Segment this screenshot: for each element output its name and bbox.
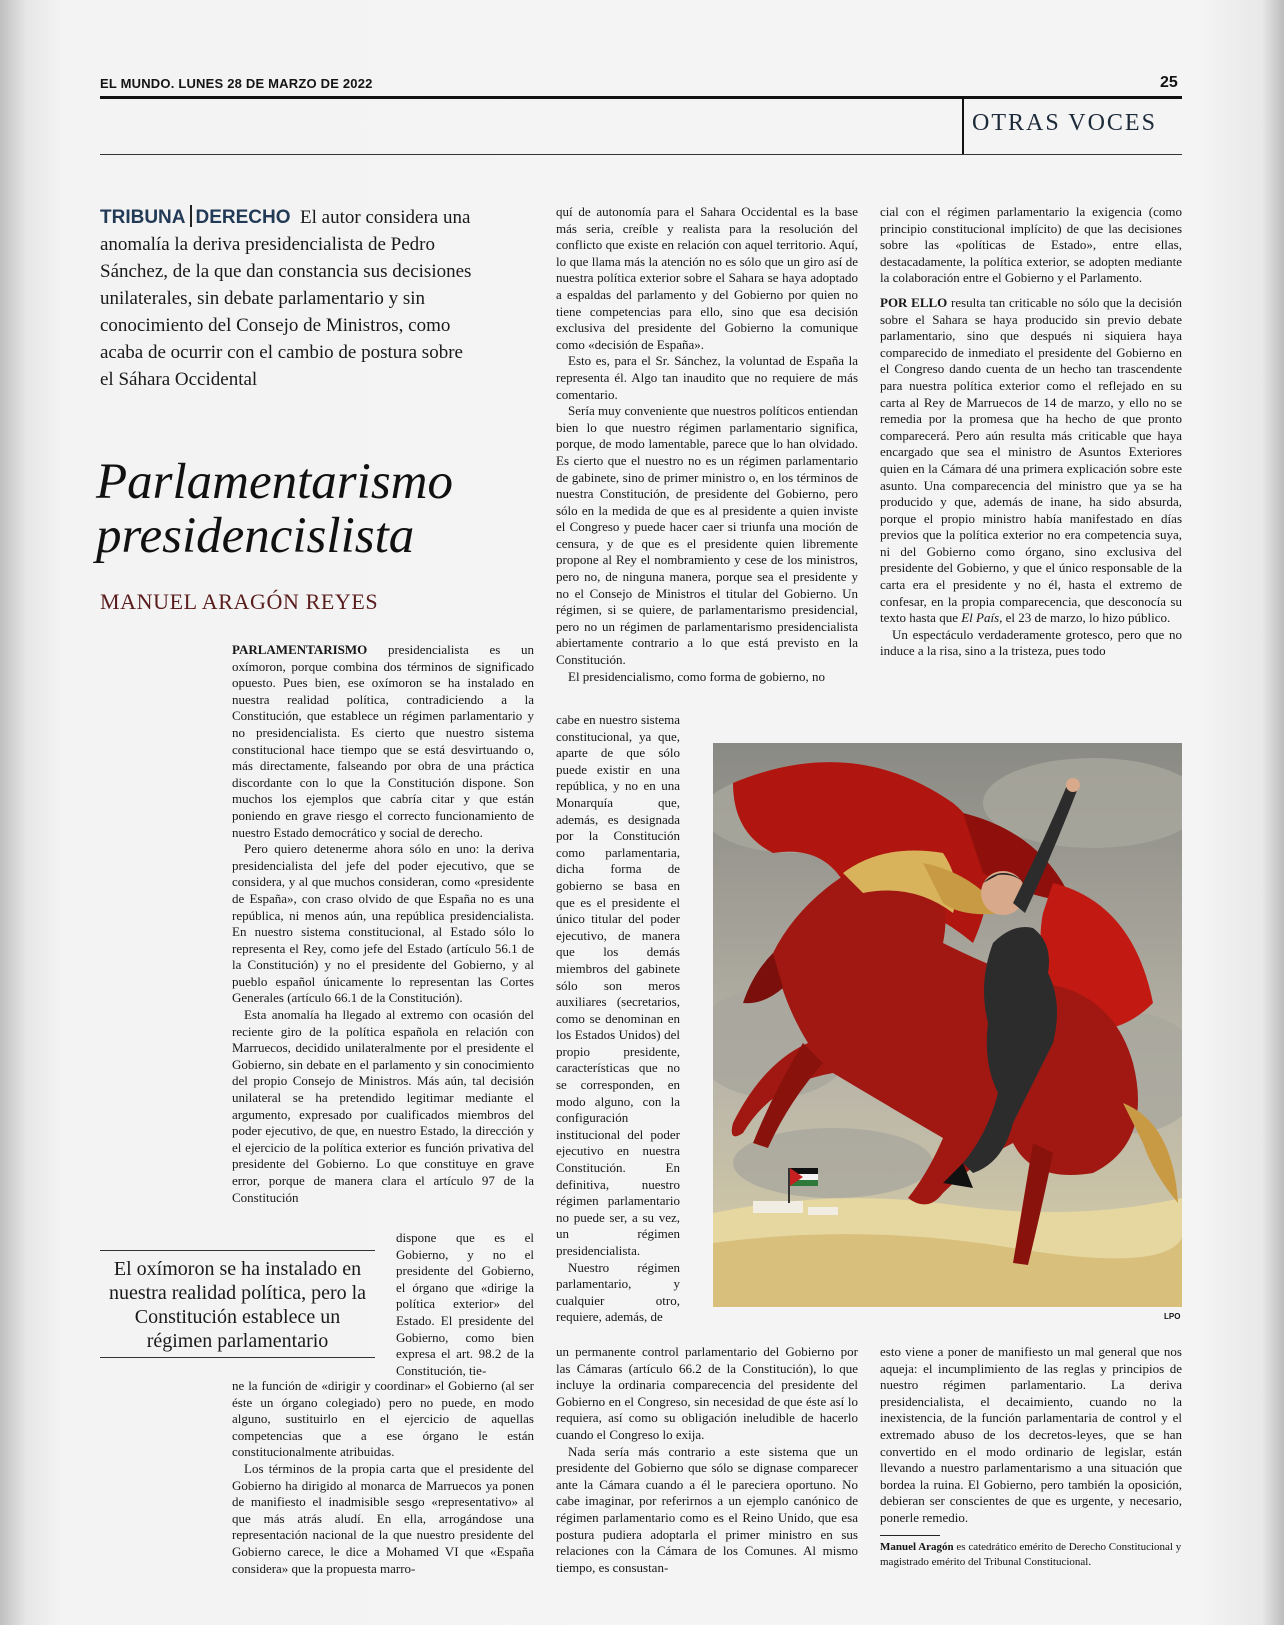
paragraph: Nada sería más contrario a este sistema que un presidente del Gobierno que sólo se dignase comparecer ante la Cámara cuando a él le pareciera oportuno. No cabe imaginar, por referirnos a un ejemplo canónico de régimen parlamentario como es el Reino Unido, que esa postura pudiera adoptarla el primer ministro en sus relaciones con la Cámara de los Comunes. Al mismo tiempo, es consustan- xyxy=(556,1443,858,1575)
paragraph xyxy=(880,295,1182,627)
header-bottom-rule xyxy=(100,154,1182,155)
paragraph: Nuestro régimen parlamentario, y cualquier otro, requiere, además, de xyxy=(556,1259,680,1325)
paragraph: Esto es, para el Sr. Sánchez, la voluntad de España la representa él. Algo tan inaudito que no requiere de más comentario. xyxy=(556,353,858,402)
paragraph: dispone que es el Gobierno, y no el presidente del Gobierno, el órgano que «dirige la política exterior» del Estado. El presidente del Gobierno, como bien expresa el art. 98.2 de la Constitución, tie- xyxy=(396,1230,534,1378)
section-divider xyxy=(962,99,964,154)
header-rule xyxy=(100,96,1182,99)
paragraph: un permanente control parlamentario del Gobierno por las Cámaras (artículo 66.2 de la Constitución), lo que incluye la ordinaria comparecencia del presidente del Gobierno en el Congreso, sin necesidad de que éste así lo requiera, así como su obligación ineludible de hacerlo cuando el Congreso lo exija. xyxy=(556,1344,858,1442)
pull-quote: El oxímoron se ha instalado en nuestra realidad política, pero la Constitución establece un régimen parlamentario xyxy=(108,1258,367,1352)
bio-rule xyxy=(880,1535,940,1536)
title-line-1: Parlamentarismo xyxy=(96,454,453,510)
paragraph: El presidencialismo, como forma de gobierno, no xyxy=(568,668,826,684)
paragraph: cabe en nuestro sistema constitucional, ya que, aparte de que sólo puede existir en una república, y no en una Monarquía que, además, es designada por la Constitución como parlamentaria, dicha forma de gobierno se basa en que es el presidente el único titular del poder ejecutivo, de manera que los demás miembros del gabinete sólo son meros auxiliares (secretarios, como se denominan en los Estados Unidos) del propio presidente, características que no se corresponden, en modo alguno, con la configuración institucional del poder ejecutivo en nuestra Constitución. En definitiva, nuestro régimen parlamentario no puede ser, a su vez, un régimen presidencialista. xyxy=(556,712,680,1258)
paragraph: esto viene a poner de manifiesto un mal general que nos aqueja: el incumplimiento de las reglas y principios de nuestro régimen parlamentario. La deriva presidencialista, el decaimiento, cuando no la inexistencia, de la función parlamentaria de control y el extremado abuso de los decretos-leyes, que se han convertido en el modo ordinario de legislar, están llevando a nuestro parlamentarismo a una situación que bordea la ruina. El Gobierno, pero también la oposición, debieran ser conscientes de que es urgente, y necesario, ponerle remedio. xyxy=(880,1344,1182,1525)
paragraph-text: , el 23 de marzo, lo hizo público. xyxy=(999,610,1171,626)
paragraph: ne la función de «dirigir y coordinar» el Gobierno (al ser éste un órgano colegiado) pero no puede, en modo alguno, sustituirlo en el ejercicio de aquellas competencias que a ese órgano le están constitucionalmente atribuidas. xyxy=(232,1378,534,1460)
paragraph xyxy=(232,642,534,841)
illustration-rider-on-red-horse xyxy=(713,743,1182,1307)
column-1 xyxy=(232,642,534,1206)
paragraph-text: resulta tan criticable no sólo que la decisión sobre el Sahara se haya producido sin previo debate parlamentario, sino que después ni siquiera haya comparecido de inmediato el presidente del Gobierno en el Congreso dando cuenta de un hecho tan trascendente para nuestra política exterior como el reflejado en su carta al Rey de Marruecos de 14 de marzo, y ello no se remedia por la promesa que ha hecho de que pronto comparecerá. Pero aún resulta más criticable que haya encargado que sea el ministro de Asuntos Exteriores quien en la Cámara dé una primera explicación sobre este asunto. Una comparecencia del ministro que ya se ha producido y que, además de inane, ha sido absurda, porque el propio ministro había manifestado en días previos que la política exterior no era competencia suya, ni del Gobierno como órgano, sino exclusiva del presidente del Gobierno, y que el único responsable de la carta era el presidente y no él, hasta el extremo de confesar, en la propia comparecencia, que desconocía su texto hasta que xyxy=(880,294,1182,626)
author-byline: MANUEL ARAGÓN REYES xyxy=(100,589,379,614)
header-date-line: EL MUNDO. LUNES 28 DE MARZO DE 2022 xyxy=(100,76,373,91)
column-1-bottom xyxy=(232,1378,534,1577)
article-title xyxy=(96,455,536,563)
paragraph: Sería muy conveniente que nuestros políticos entiendan bien lo que nuestro régimen parlamentario significa, porque, de modo lamentable, parece que lo han olvidado. Es cierto que el nuestro no es un régimen parlamentario de gabinete, sino de primer ministro o, en los términos de nuestra Constitución, de presidente del Gobierno, pero sólo en la medida de que es al presidente a quien inviste el Congreso y puede hacer caer si triunfa una moción de censura, y de que es el presidente quien libremente propone al Rey el nombramiento y cese de los ministros, pero no, de ninguna manera, porque sea el presidente y no el Consejo de Ministros el titular del Gobierno. Un régimen, si se quiere, de parlamentarismo presidencial, pero no un régimen de parlamentarismo presidencialista abiertamente contrario a lo que está previsto en la Constitución. xyxy=(556,403,858,668)
paragraph: Un espectáculo verdaderamente grotesco, pero que no induce a la risa, sino a la tristeza, pues todo xyxy=(880,626,1182,659)
paragraph: cial con el régimen parlamentario la exigencia (como principio constitucional implícito) de que las decisiones sobre las «políticas de Estado», entre ellas, destacadamente, la política exterior, se adopten mediante la colaboración entre el Gobierno y el Parlamento. xyxy=(880,204,1182,286)
lead-summary xyxy=(100,204,480,393)
column-2-wrap xyxy=(556,712,680,1326)
paragraph-text: presidencialista es un oxímoron, porque combina dos términos de significado opuesto. Pues bien, ese oxímoron se ha instalado en nuestra realidad política, contradiciendo a la Constitución, que establece un régimen parlamentario y no presidencialista. Es cierto que nuestro sistema constitucional hace tiempo que se está desvirtuando o, más directamente, falseando por obra de una práctica discordante con lo que la Constitución dispone. Son muchos los ejemplos que cabría citar y que están poniendo en grave riesgo el correcto funcionamiento de nuestro Estado democrático y social de derecho. xyxy=(232,642,534,840)
paragraph: Pero quiero detenerme ahora sólo en uno: la deriva presidencialista del jefe del poder ejecutivo, que se considera, y al que muchos consideran, como «presidente de España», con craso olvido de que España no es una república, ni menos aún, una república presidencialista. En nuestro sistema constitucional, al Estado sólo lo representa el Rey, como jefe del Estado (artículo 56.1 de la Constitución) y no el presidente del Gobierno, y al pueblo español únicamente lo representan las Cortes Generales (artículo 66.1 de la Constitución). xyxy=(232,841,534,1006)
bio-text: es catedrático emérito de Derecho Constitucional y magistrado emérito del Tribunal Constitucional. xyxy=(880,1541,1182,1568)
column-1-wrap xyxy=(396,1230,534,1379)
lead-text: El autor considera una anomalía la deriva presidencialista de Pedro Sánchez, de la que dan constancia sus decisiones unilaterales, sin debate parlamentario y sin conocimiento del Consejo de Ministros, como acaba de ocurrir con el cambio de postura sobre el Sáhara Occidental xyxy=(100,207,472,390)
illustration-credit: LPO xyxy=(1164,1312,1181,1321)
lead-label-derecho: DERECHO xyxy=(195,207,291,228)
column-2 xyxy=(556,204,858,685)
bio-name: Manuel Aragón xyxy=(880,1541,954,1553)
paragraph: Los términos de la propia carta que el presidente del Gobierno ha dirigido al monarca de Marruecos ya ponen de manifiesto el inadmisible sesgo «representativo» al que más atrás aludí. En ella, arrogándose una representación nacional de la que nuestro presidente del Gobierno carece, le dice a Mohamed VI que «España considera» que la propuesta marro- xyxy=(232,1460,534,1576)
title-line-2: presidencislista xyxy=(96,508,415,564)
lead-label-tribuna: TRIBUNA xyxy=(100,207,186,228)
lead-in: PARLAMENTARISMO xyxy=(232,642,368,657)
desert-ground xyxy=(713,1198,1182,1307)
column-3-bottom xyxy=(880,1344,1182,1527)
pull-quote-rule-bottom xyxy=(100,1357,375,1358)
lead-in: POR ELLO xyxy=(880,294,948,310)
paragraph: Esta anomalía ha llegado al extremo con ocasión del reciente giro de la política española en relación con Marruecos, decidido unilateralmente por el presidente el Gobierno, sin debate en el parlamento y sin conocimiento del propio Consejo de Ministros. Más aún, tal decisión unilateral se ha pretendido legitimar mediante el argumento, expresado por cualificados miembros del poder ejecutivo, de que, en nuestro Estado, la dirección y el ejercicio de la política exterior es función privativa del presidente del Gobierno. Lo que constituye en grave error, porque de manera clara el artículo 97 de la Constitución xyxy=(232,1007,534,1205)
column-2-bottom xyxy=(556,1344,858,1576)
newspaper-name: El País xyxy=(961,610,1000,626)
page-number: 25 xyxy=(1160,74,1178,91)
pull-quote-rule-top xyxy=(100,1250,375,1251)
paragraph: quí de autonomía para el Sahara Occidental es la base más seria, creíble y realista para la resolución del conflicto que existe en relación con aquel territorio. Aquí, lo que llama más la atención no es sólo que un giro así de nuestra política exterior sobre el Sahara se haya adoptado a espaldas del parlamento y del Gobierno por quien no tiene competencias para ello, sino que esa decisión exclusiva del presidente del Gobierno la comunique como «decisión de España». xyxy=(556,204,858,352)
lead-label-divider xyxy=(190,205,192,227)
section-title: OTRAS VOCES xyxy=(972,110,1157,136)
column-3 xyxy=(880,204,1182,660)
author-bio xyxy=(880,1540,1182,1570)
